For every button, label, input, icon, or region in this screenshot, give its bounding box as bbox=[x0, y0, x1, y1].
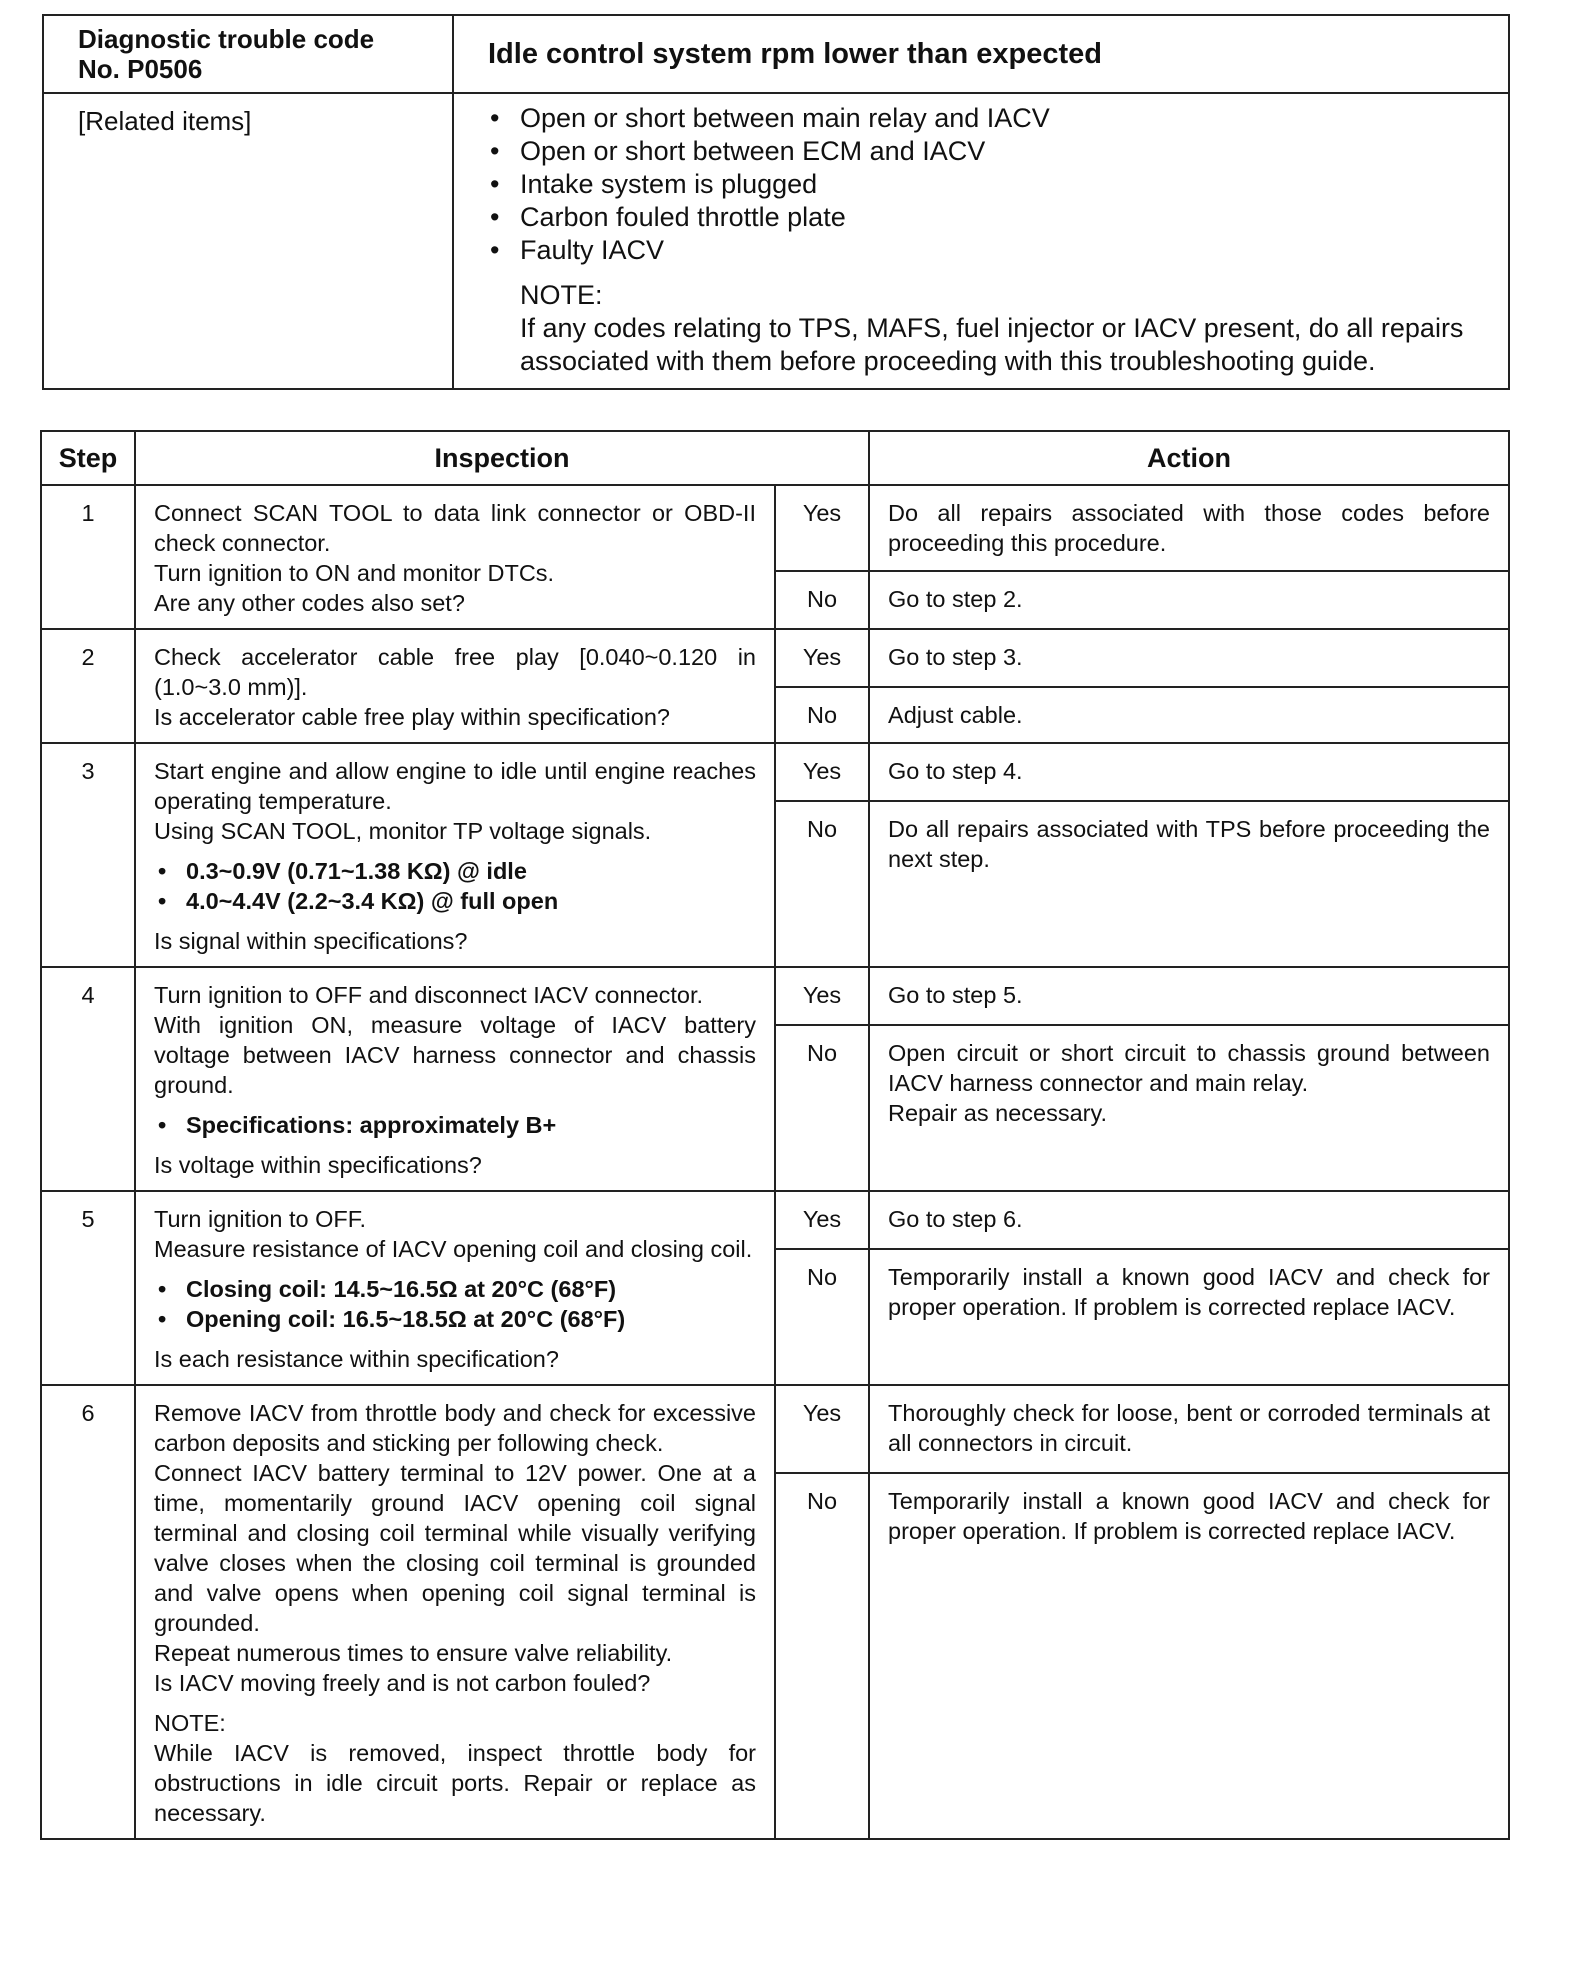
note-text: If any codes relating to TPS, MAFS, fuel injector or IACV present, do all repairs associated with them before proceeding with this troubleshooting guide. bbox=[520, 313, 1464, 376]
note-label: NOTE: bbox=[520, 280, 603, 310]
table-row bbox=[41, 967, 1509, 1025]
yes-action: Go to step 4. bbox=[869, 743, 1509, 801]
inspection-question: Is IACV moving freely and is not carbon fouled? bbox=[154, 1670, 651, 1696]
spec-list bbox=[154, 856, 756, 916]
related-items-cell bbox=[453, 93, 1509, 389]
inspection-text: Turn ignition to ON and monitor DTCs. bbox=[154, 560, 555, 586]
inspection-question: Is accelerator cable free play within specification? bbox=[154, 704, 670, 730]
inspection-text: Remove IACV from throttle body and check for excessive carbon deposits and sticking per following check. bbox=[154, 1400, 756, 1456]
inspection-text: Check accelerator cable free play [0.040~0.120 in (1.0~3.0 mm)]. bbox=[154, 644, 756, 700]
no-action-text: Open circuit or short circuit to chassis ground between IACV harness connector and main relay. bbox=[888, 1040, 1490, 1096]
table-row bbox=[41, 743, 1509, 801]
step-number: 6 bbox=[41, 1385, 135, 1839]
spec-item: • 4.0~4.4V (2.2~3.4 KΩ) @ full open bbox=[154, 886, 756, 916]
yes-label: Yes bbox=[775, 1191, 869, 1249]
note-label: NOTE: bbox=[154, 1710, 226, 1736]
inspection-question: Is each resistance within specification? bbox=[154, 1346, 559, 1372]
step-inspection bbox=[135, 743, 775, 967]
no-label: No bbox=[775, 687, 869, 743]
yes-label: Yes bbox=[775, 743, 869, 801]
yes-label: Yes bbox=[775, 485, 869, 571]
inspection-question: Is voltage within specifications? bbox=[154, 1152, 482, 1178]
dtc-header-table bbox=[42, 14, 1510, 390]
related-items-label: [Related items] bbox=[43, 93, 453, 389]
yes-label: Yes bbox=[775, 629, 869, 687]
step-number: 5 bbox=[41, 1191, 135, 1385]
note-text: While IACV is removed, inspect throttle body for obstructions in idle circuit ports. Repair or replace as necessary. bbox=[154, 1740, 756, 1826]
dtc-code-number: No. P0506 bbox=[78, 54, 203, 84]
no-action: Go to step 2. bbox=[869, 571, 1509, 629]
no-action: Do all repairs associated with TPS before proceeding the next step. bbox=[869, 801, 1509, 967]
spec-item: • Specifications: approximately B+ bbox=[154, 1110, 756, 1140]
step-number: 4 bbox=[41, 967, 135, 1191]
inspection-text: Start engine and allow engine to idle until engine reaches operating temperature. bbox=[154, 758, 756, 814]
no-label: No bbox=[775, 801, 869, 967]
yes-action: Do all repairs associated with those codes before proceeding this procedure. bbox=[869, 485, 1509, 571]
troubleshooting-table bbox=[40, 430, 1510, 1840]
dtc-code-cell bbox=[43, 15, 453, 93]
related-item: • Open or short between main relay and IACV bbox=[488, 102, 1478, 135]
inspection-text: Connect IACV battery terminal to 12V power. One at a time, momentarily ground IACV opening coil signal terminal and closing coil terminal while visually verifying valve closes when the closing coil terminal is grounded and valve opens when opening coil signal terminal is grounded. bbox=[154, 1460, 756, 1636]
step-number: 1 bbox=[41, 485, 135, 629]
step-number: 3 bbox=[41, 743, 135, 967]
table-row bbox=[41, 1385, 1509, 1473]
no-action: Temporarily install a known good IACV and check for proper operation. If problem is corrected replace IACV. bbox=[869, 1473, 1509, 1839]
inspection-text: Connect SCAN TOOL to data link connector or OBD-II check connector. bbox=[154, 500, 756, 556]
step-number: 2 bbox=[41, 629, 135, 743]
no-action bbox=[869, 1025, 1509, 1191]
no-action: Temporarily install a known good IACV and check for proper operation. If problem is corrected replace IACV. bbox=[869, 1249, 1509, 1385]
inspection-text: Measure resistance of IACV opening coil and closing coil. bbox=[154, 1236, 753, 1262]
inspection-text: With ignition ON, measure voltage of IACV battery voltage between IACV harness connector and chassis ground. bbox=[154, 1012, 756, 1098]
header-inspection: Inspection bbox=[135, 431, 869, 485]
related-item: • Intake system is plugged bbox=[488, 168, 1478, 201]
no-label: No bbox=[775, 1249, 869, 1385]
header-step: Step bbox=[41, 431, 135, 485]
no-action-text: Repair as necessary. bbox=[888, 1100, 1108, 1126]
related-item: • Carbon fouled throttle plate bbox=[488, 201, 1478, 234]
step-inspection bbox=[135, 1385, 775, 1839]
related-item: • Faulty IACV bbox=[488, 234, 1478, 267]
inspection-question: Are any other codes also set? bbox=[154, 590, 465, 616]
step-inspection bbox=[135, 967, 775, 1191]
inspection-text: Turn ignition to OFF and disconnect IACV connector. bbox=[154, 982, 704, 1008]
yes-action: Go to step 5. bbox=[869, 967, 1509, 1025]
dtc-code-label: Diagnostic trouble code bbox=[78, 24, 375, 54]
table-row bbox=[41, 629, 1509, 687]
no-label: No bbox=[775, 571, 869, 629]
dtc-title: Idle control system rpm lower than expected bbox=[453, 15, 1509, 93]
step-inspection bbox=[135, 629, 775, 743]
yes-label: Yes bbox=[775, 967, 869, 1025]
yes-label: Yes bbox=[775, 1385, 869, 1473]
table-header-row bbox=[41, 431, 1509, 485]
spec-list bbox=[154, 1274, 756, 1334]
inspection-text: Turn ignition to OFF. bbox=[154, 1206, 367, 1232]
spec-item: • Closing coil: 14.5~16.5Ω at 20°C (68°F) bbox=[154, 1274, 756, 1304]
yes-action: Go to step 6. bbox=[869, 1191, 1509, 1249]
table-row bbox=[41, 1191, 1509, 1249]
no-action: Adjust cable. bbox=[869, 687, 1509, 743]
spec-list bbox=[154, 1110, 756, 1140]
step-inspection bbox=[135, 1191, 775, 1385]
spec-item: • 0.3~0.9V (0.71~1.38 KΩ) @ idle bbox=[154, 856, 756, 886]
related-item: • Open or short between ECM and IACV bbox=[488, 135, 1478, 168]
inspection-text: Repeat numerous times to ensure valve reliability. bbox=[154, 1640, 673, 1666]
yes-action: Go to step 3. bbox=[869, 629, 1509, 687]
header-action: Action bbox=[869, 431, 1509, 485]
step-inspection bbox=[135, 485, 775, 629]
related-note bbox=[488, 279, 1478, 378]
yes-action: Thoroughly check for loose, bent or corroded terminals at all connectors in circuit. bbox=[869, 1385, 1509, 1473]
inspection-question: Is signal within specifications? bbox=[154, 928, 468, 954]
no-label: No bbox=[775, 1025, 869, 1191]
spec-item: • Opening coil: 16.5~18.5Ω at 20°C (68°F) bbox=[154, 1304, 756, 1334]
no-label: No bbox=[775, 1473, 869, 1839]
related-items-list bbox=[488, 102, 1478, 267]
inspection-text: Using SCAN TOOL, monitor TP voltage signals. bbox=[154, 818, 652, 844]
table-row bbox=[41, 485, 1509, 571]
